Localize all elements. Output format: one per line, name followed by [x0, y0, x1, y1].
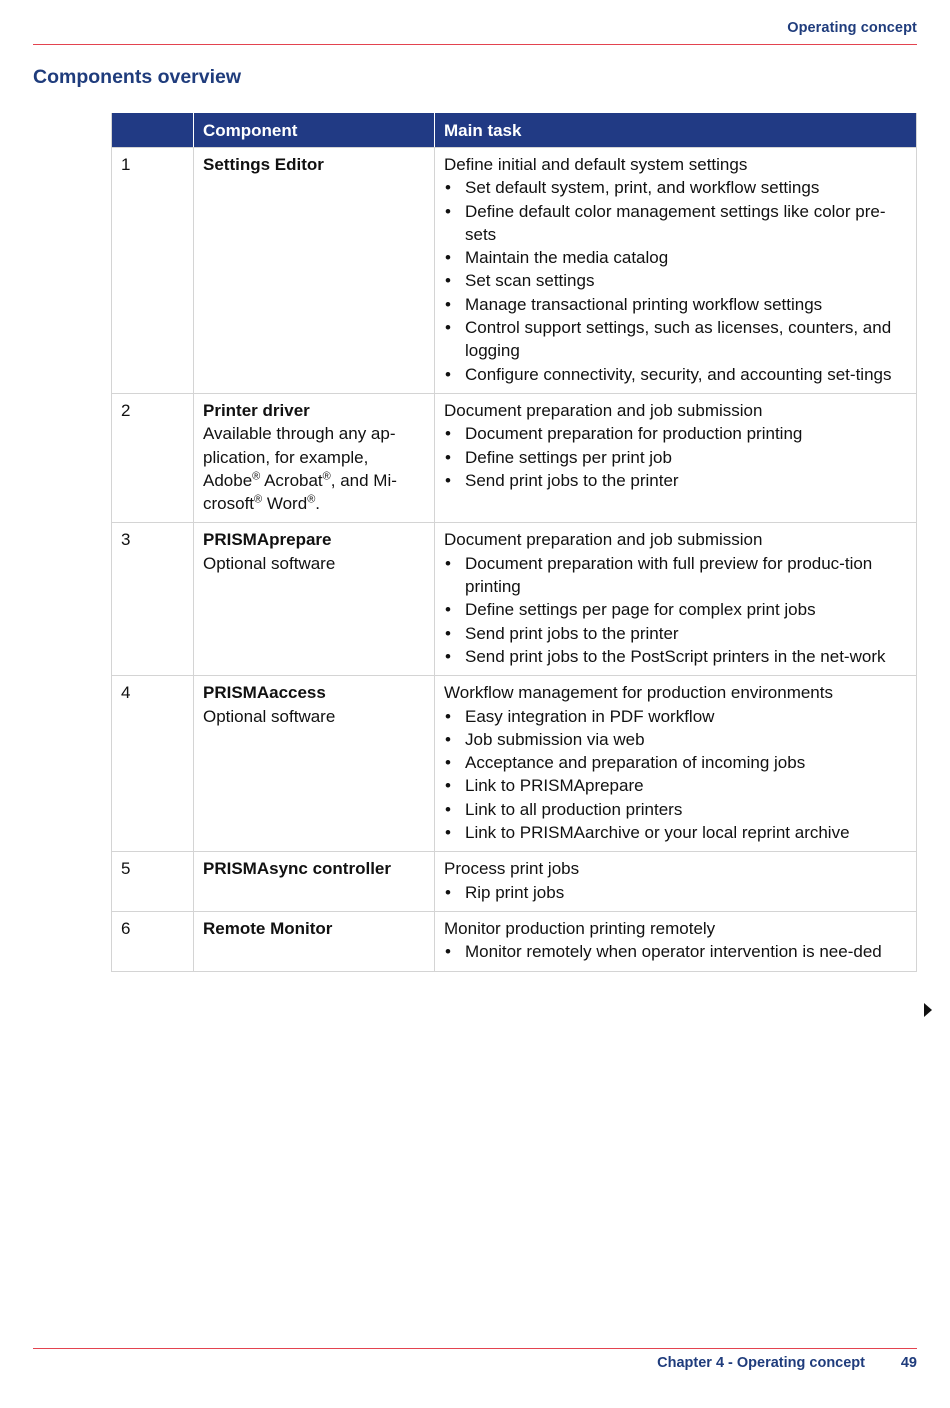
table-row	[112, 393, 916, 522]
task-bullet-list	[444, 881, 907, 904]
component-name: PRISMAprepare	[203, 530, 332, 550]
task-bullet: • Job submission via web	[444, 728, 907, 751]
table-row	[112, 522, 916, 675]
task-bullet-list	[444, 176, 907, 386]
task-title: Define initial and default system settings	[444, 155, 748, 174]
table-row	[112, 147, 916, 393]
task-title: Document preparation and job submission	[444, 400, 763, 420]
column-header-component: Component	[193, 113, 434, 147]
table-header-row	[112, 113, 916, 147]
task-bullet: • Link to PRISMAprepare	[444, 774, 907, 797]
task-bullet: • Define settings per print job	[444, 446, 907, 469]
components-table	[111, 113, 917, 972]
task-bullet: • Monitor remotely when operator intervention is nee-ded	[444, 940, 907, 963]
row-number: 1	[121, 155, 131, 174]
component-name: PRISMAsync controller	[203, 859, 391, 879]
component-cell	[193, 148, 434, 393]
main-task-cell	[434, 912, 916, 971]
table-row	[112, 851, 916, 911]
task-bullet-list	[444, 940, 907, 963]
page-number: 49	[900, 1355, 917, 1371]
running-header: Operating concept	[787, 20, 917, 36]
component-cell	[193, 676, 434, 851]
footer-rule	[33, 1348, 917, 1349]
main-task-cell	[434, 148, 916, 393]
component-note: Optional software	[203, 706, 336, 726]
row-number: 3	[121, 530, 131, 550]
task-bullet-list	[444, 705, 907, 845]
component-cell	[193, 394, 434, 522]
task-bullet: • Send print jobs to the printer	[444, 622, 907, 645]
task-bullet: • Send print jobs to the PostScript printers in the net-work	[444, 645, 907, 668]
task-bullet: • Set default system, print, and workflow settings	[444, 176, 907, 199]
row-number: 4	[121, 683, 131, 703]
row-number: 6	[121, 918, 131, 938]
task-title: Process print jobs	[444, 859, 580, 879]
task-bullet-list	[444, 552, 907, 668]
component-name: Settings Editor	[203, 155, 324, 174]
task-bullet: • Control support settings, such as licenses, counters, and logging	[444, 316, 907, 363]
component-cell	[193, 523, 434, 675]
main-task-cell	[434, 852, 916, 911]
component-cell	[193, 852, 434, 911]
task-bullet: • Maintain the media catalog	[444, 246, 907, 269]
section-title: Components overview	[33, 66, 242, 88]
task-bullet: • Easy integration in PDF workflow	[444, 705, 907, 728]
task-title: Document preparation and job submission	[444, 530, 763, 550]
component-note: Optional software	[203, 553, 336, 573]
header-rule	[33, 44, 917, 45]
component-name: PRISMAaccess	[203, 683, 326, 703]
task-bullet: • Document preparation for production printing	[444, 422, 907, 445]
task-bullet: • Send print jobs to the printer	[444, 469, 907, 492]
table-row	[112, 675, 916, 851]
component-name: Remote Monitor	[203, 918, 333, 938]
row-number: 5	[121, 859, 131, 879]
task-bullet: • Manage transactional printing workflow settings	[444, 293, 907, 316]
column-header-number	[112, 113, 193, 147]
task-bullet: • Define settings per page for complex print jobs	[444, 598, 907, 621]
component-note: Available through any ap-plication, for example, Adobe® Acrobat®, and Mi-crosoft® Word®.	[203, 424, 397, 514]
task-bullet-list	[444, 422, 907, 492]
continued-arrow-icon	[924, 1003, 932, 1017]
row-number: 2	[121, 400, 131, 420]
table-row	[112, 911, 916, 971]
task-bullet: • Acceptance and preparation of incoming jobs	[444, 751, 907, 774]
footer-chapter-title: Chapter 4 - Operating concept	[657, 1355, 865, 1371]
task-bullet: • Link to all production printers	[444, 798, 907, 821]
task-bullet: • Document preparation with full preview for produc-tion printing	[444, 552, 907, 599]
task-bullet: • Rip print jobs	[444, 881, 907, 904]
component-name: Printer driver	[203, 400, 310, 420]
column-header-main-task: Main task	[434, 113, 916, 147]
main-task-cell	[434, 394, 916, 522]
task-title: Monitor production printing remotely	[444, 918, 716, 938]
task-bullet: • Set scan settings	[444, 269, 907, 292]
component-cell	[193, 912, 434, 971]
main-task-cell	[434, 523, 916, 675]
task-bullet: • Link to PRISMAarchive or your local reprint archive	[444, 821, 907, 844]
main-task-cell	[434, 676, 916, 851]
task-bullet: • Define default color management settings like color pre-sets	[444, 200, 907, 247]
task-title: Workflow management for production environments	[444, 683, 833, 703]
task-bullet: • Configure connectivity, security, and accounting set-tings	[444, 363, 907, 386]
